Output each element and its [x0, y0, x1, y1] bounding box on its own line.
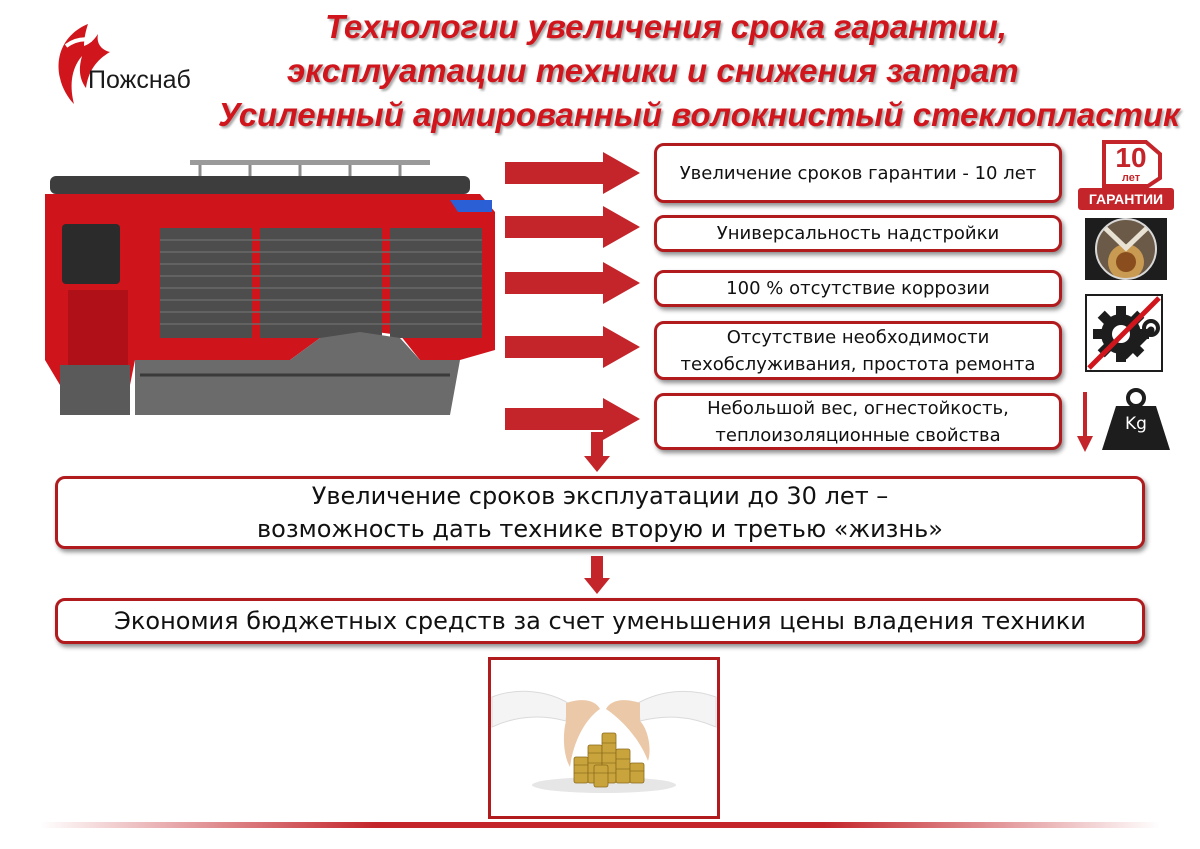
summary-line-2: возможность дать технике вторую и третью «жизнь» — [257, 514, 943, 543]
arrow-right-icon — [505, 152, 640, 194]
feature-text-line-1: Небольшой вес, огнестойкость, — [707, 397, 1009, 419]
service-life-summary-box — [55, 476, 1145, 549]
feature-text-line-2: техобслуживания, простота ремонта — [680, 353, 1036, 375]
warranty-label: ГАРАНТИИ — [1088, 191, 1164, 207]
universal-structure-photo-icon — [1085, 218, 1167, 280]
feature-box-light-weight — [654, 393, 1062, 450]
logo-text: Пожснаб — [88, 66, 191, 94]
bottom-decorative-line — [40, 822, 1160, 828]
arrow-right-icon — [505, 262, 640, 304]
feature-text-line-2: теплоизоляционные свойства — [715, 424, 1001, 446]
warranty-unit: лет — [1121, 172, 1141, 184]
page-title-line-3: Усиленный армированный волокнистый стеклопластик — [218, 96, 1180, 133]
no-maintenance-gear-wrench-icon — [1085, 294, 1163, 372]
warranty-number: 10 — [1115, 142, 1147, 173]
feature-box-warranty — [654, 143, 1062, 203]
page-title-line-1: Технологии увеличения срока гарантии, — [325, 8, 1007, 45]
weight-label: Kg — [1125, 414, 1147, 434]
fire-truck-body-image — [40, 160, 500, 420]
weight-kg-icon — [1100, 386, 1172, 452]
arrow-right-icon — [505, 206, 640, 248]
feature-text-line-1: Отсутствие необходимости — [726, 326, 990, 348]
summary-line-1: Увеличение сроков эксплуатации до 30 лет – — [311, 481, 889, 510]
feature-text: 100 % отсутствие коррозии — [726, 278, 990, 299]
hands-protecting-coins-image — [488, 657, 720, 819]
feature-box-no-corrosion — [654, 270, 1062, 307]
economy-text: Экономия бюджетных средств за счет уменьшения цены владения техники — [114, 606, 1086, 635]
logo — [48, 18, 208, 108]
arrow-down-icon — [584, 432, 610, 472]
feature-box-maintenance — [654, 321, 1062, 380]
feature-text: Увеличение сроков гарантии - 10 лет — [679, 162, 1037, 184]
page-title-line-2: эксплуатации техники и снижения затрат — [287, 52, 1019, 89]
warranty-10-years-icon — [1076, 132, 1176, 212]
feature-box-universality — [654, 215, 1062, 252]
arrow-right-icon — [505, 398, 640, 440]
arrow-down-icon — [584, 556, 610, 594]
feature-text: Универсальность надстройки — [716, 223, 1000, 244]
arrow-right-icon — [505, 326, 640, 368]
budget-economy-box — [55, 598, 1145, 644]
down-arrow-weight-icon — [1076, 392, 1094, 454]
